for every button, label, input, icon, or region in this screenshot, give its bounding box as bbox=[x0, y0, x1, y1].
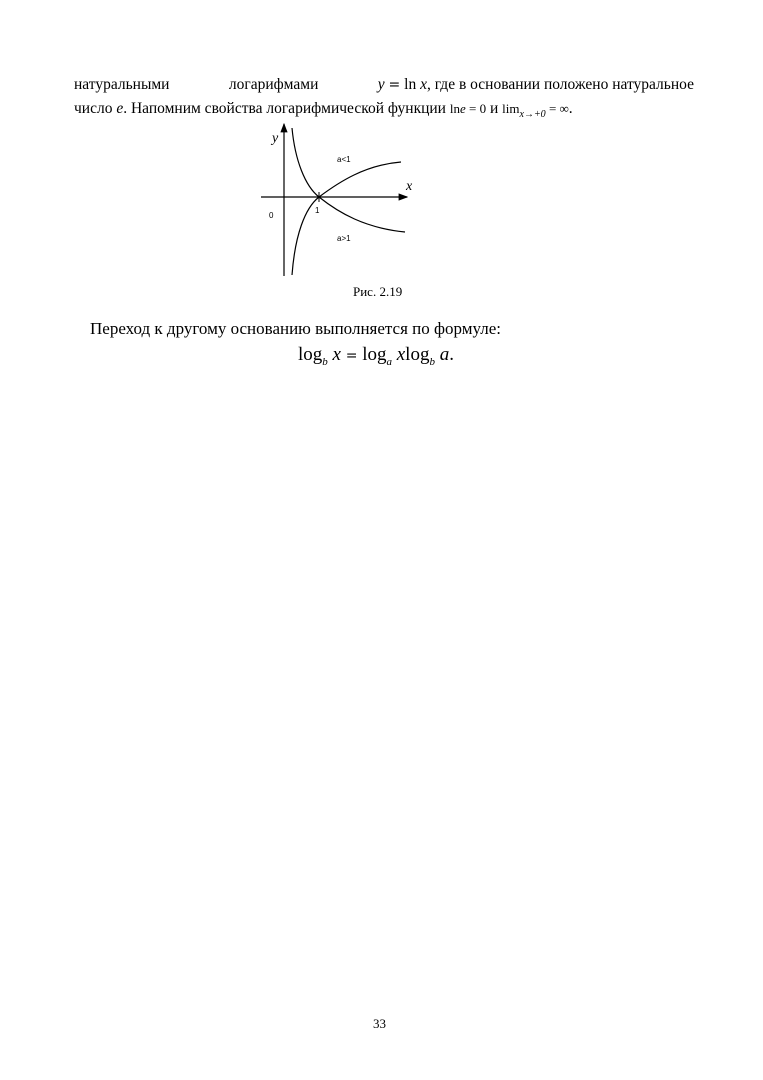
paragraph-base-change: Переход к другому основанию выполняется по формуле: bbox=[90, 319, 502, 338]
lim-symbol: lim bbox=[502, 101, 520, 116]
curve-lower-label: a>1 bbox=[337, 234, 351, 243]
log-1: log bbox=[298, 344, 323, 365]
var-x-2: x bbox=[396, 344, 406, 365]
formula-y-ln-x bbox=[378, 76, 694, 94]
word-chislo: число bbox=[74, 100, 113, 117]
formula-limit bbox=[502, 101, 569, 120]
word-naturalnymi: натуральными bbox=[74, 76, 170, 93]
var-x-1: x bbox=[332, 344, 341, 365]
equals-infinity: = ∞ bbox=[548, 101, 569, 116]
figure-caption: Рис. 2.19 bbox=[353, 284, 403, 299]
base-change-formula bbox=[298, 344, 454, 366]
var-e: e bbox=[116, 100, 124, 117]
word-logarifmami: логарифмами bbox=[228, 76, 319, 93]
curve-a-greater-1 bbox=[292, 162, 401, 275]
ln-symbol: ln bbox=[404, 76, 417, 93]
text-line-1 bbox=[74, 76, 694, 94]
sub-a-2: a bbox=[386, 356, 392, 368]
text-line-2 bbox=[74, 100, 694, 118]
var-e-2: e bbox=[459, 101, 466, 116]
y-axis-label: y bbox=[272, 131, 279, 146]
formula-equals: = bbox=[345, 348, 358, 364]
var-a-3: a bbox=[439, 344, 450, 365]
line1-rest: , где в основании положено натуральное bbox=[426, 76, 694, 93]
line2-middle: . Напомним свойства логарифмической функции bbox=[123, 100, 446, 117]
page-number: 33 bbox=[373, 1016, 386, 1031]
word-and: и bbox=[489, 100, 499, 117]
equals-zero: = 0 bbox=[469, 101, 487, 116]
formula-ln-e bbox=[450, 101, 486, 116]
lim-subscript: x→+0 bbox=[519, 109, 546, 120]
sub-b-3: b bbox=[429, 356, 435, 368]
one-label: 1 bbox=[315, 206, 320, 215]
curve-a-less-1 bbox=[292, 128, 405, 232]
period: . bbox=[568, 100, 573, 117]
var-y: y bbox=[377, 76, 385, 93]
log-graph-figure bbox=[255, 120, 415, 280]
var-x: x bbox=[420, 76, 427, 93]
curve-upper-label: a<1 bbox=[337, 155, 351, 164]
log-2: log bbox=[362, 344, 387, 365]
origin-label: 0 bbox=[269, 211, 274, 220]
x-axis-label: x bbox=[406, 179, 413, 194]
ln-symbol-2: ln bbox=[449, 101, 460, 116]
equals-sign: = bbox=[388, 77, 401, 93]
formula-period: . bbox=[449, 344, 454, 365]
sub-b-1: b bbox=[322, 356, 328, 368]
log-3: log bbox=[405, 344, 430, 365]
